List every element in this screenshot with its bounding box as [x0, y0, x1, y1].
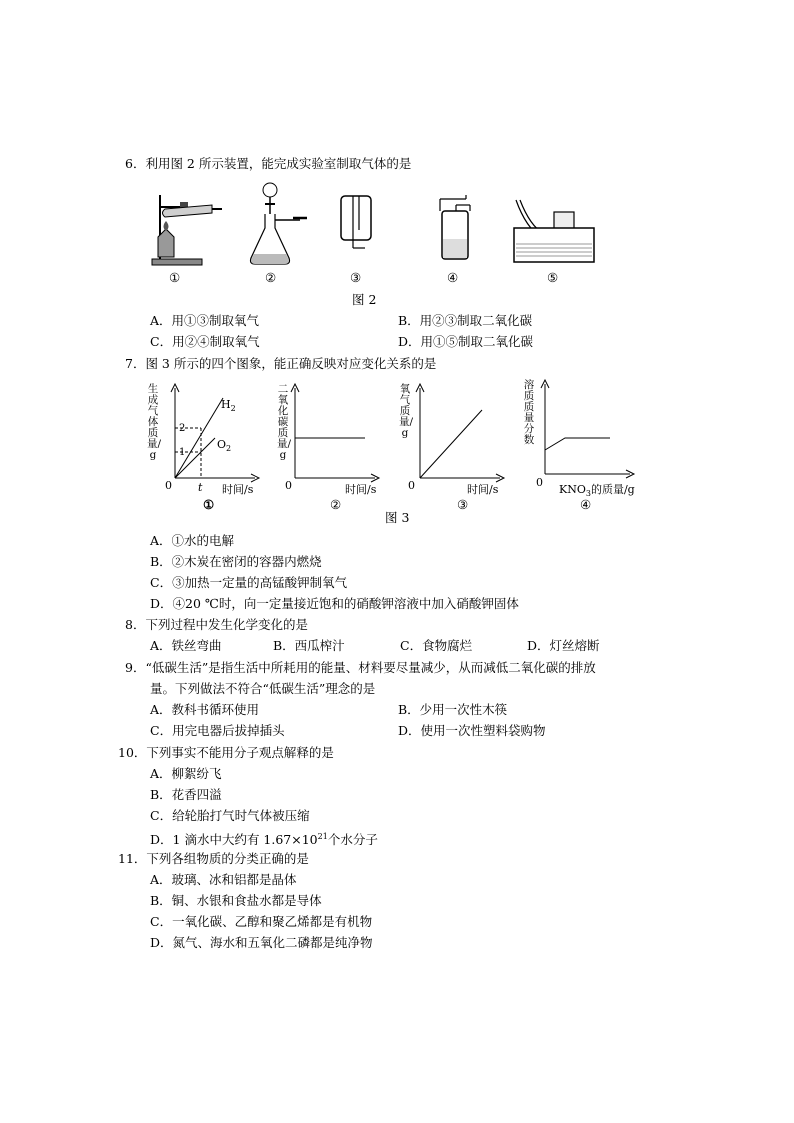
- q10-option-a[interactable]: A．柳絮纷飞: [150, 766, 222, 781]
- q6-option-b[interactable]: B．用②③制取二氧化碳: [398, 313, 533, 328]
- apparatus-3-label: ③: [350, 270, 362, 285]
- q8-option-a[interactable]: A．铁丝弯曲: [150, 638, 222, 653]
- apparatus-3-gas-bottle-icon: [335, 190, 380, 260]
- q7-option-d[interactable]: D．④20 ℃时，向一定量接近饱和的硝酸钾溶液中加入硝酸钾固体: [150, 596, 519, 611]
- g2-xlabel: 时间/s: [345, 483, 377, 496]
- q6-option-a[interactable]: A．用①③制取氧气: [150, 313, 260, 328]
- g1-tick-1: 1: [179, 447, 186, 458]
- g3-xlabel: 时间/s: [467, 483, 499, 496]
- g4-number: ④: [580, 497, 592, 512]
- g1-h2-label: $H_2$: [221, 398, 236, 414]
- apparatus-1-label: ①: [169, 270, 181, 285]
- q10-option-d[interactable]: D．1 滴水中大约有 $1.67\times 10^{21}$个水分子: [150, 832, 378, 848]
- apparatus-2-label: ②: [265, 270, 277, 285]
- g3-number: ③: [457, 497, 469, 512]
- g3-ylabel: 氧气质量/g: [399, 383, 414, 439]
- graph-2-co2-plot: [285, 382, 385, 482]
- g4-origin: 0: [536, 476, 543, 489]
- graph-4-solution-plot: [535, 378, 640, 478]
- g4-ylabel: 溶质质量分数: [523, 379, 535, 446]
- q9-option-c[interactable]: C．用完电器后拔掉插头: [150, 723, 285, 738]
- q11-option-b[interactable]: B．铜、水银和食盐水都是导体: [150, 893, 322, 908]
- g1-number: ①: [203, 497, 215, 512]
- apparatus-5-label: ⑤: [547, 270, 559, 285]
- q9-stem-line1: 9．“低碳生活”是指生活中所耗用的能量、材料要尽量减少，从而减低二氧化碳的排放: [125, 660, 596, 675]
- q11-option-a[interactable]: A．玻璃、冰和铝都是晶体: [150, 872, 297, 887]
- q10-stem: 10．下列事实不能用分子观点解释的是: [118, 745, 334, 760]
- apparatus-5-water-trough-icon: [512, 198, 600, 266]
- graph-3-oxygen-plot: [410, 382, 510, 482]
- q11-stem: 11．下列各组物质的分类正确的是: [118, 851, 309, 866]
- q6-option-d[interactable]: D．用①⑤制取二氧化碳: [398, 334, 534, 349]
- q8-option-d[interactable]: D．灯丝熔断: [527, 638, 600, 653]
- fig3-caption: 图 3: [385, 510, 410, 525]
- q8-stem: 8．下列过程中发生化学变化的是: [125, 617, 308, 632]
- g3-origin: 0: [408, 479, 415, 492]
- g4-xlabel: $KNO_3$的质量/g: [559, 483, 635, 499]
- q8-option-b[interactable]: B．西瓜榨汁: [273, 638, 345, 653]
- g1-o2-label: $O_2$: [217, 438, 232, 454]
- q9-stem-line2: 量。下列做法不符合“低碳生活”理念的是: [150, 681, 376, 696]
- q7-stem: 7．图 3 所示的四个图象，能正确反映对应变化关系的是: [125, 356, 437, 371]
- q10-option-b[interactable]: B．花香四溢: [150, 787, 222, 802]
- q9-option-b[interactable]: B．少用一次性木筷: [398, 702, 508, 717]
- q10-option-c[interactable]: C．给轮胎打气时气体被压缩: [150, 808, 310, 823]
- apparatus-4-wash-bottle-icon: [430, 195, 480, 265]
- q7-option-a[interactable]: A．①水的电解: [150, 533, 235, 548]
- q6-stem: 6．利用图 2 所示装置，能完成实验室制取气体的是: [125, 156, 412, 171]
- apparatus-2-conical-flask-icon: [245, 180, 315, 270]
- q11-option-c[interactable]: C．一氧化碳、乙醇和聚乙烯都是有机物: [150, 914, 373, 929]
- apparatus-4-label: ④: [447, 270, 459, 285]
- q7-option-c[interactable]: C．③加热一定量的高锰酸钾制氧气: [150, 575, 348, 590]
- g1-tick-t: t: [198, 481, 203, 494]
- q9-option-d[interactable]: D．使用一次性塑料袋购物: [398, 723, 546, 738]
- q9-option-a[interactable]: A．教科书循环使用: [150, 702, 260, 717]
- q11-option-d[interactable]: D．氮气、海水和五氧化二磷都是纯净物: [150, 935, 373, 950]
- g1-tick-2: 2: [179, 423, 186, 434]
- g1-ylabel: 生成气体质量/g: [147, 383, 162, 461]
- q6-option-c[interactable]: C．用②④制取氧气: [150, 334, 260, 349]
- g2-origin: 0: [285, 479, 292, 492]
- g2-number: ②: [330, 497, 342, 512]
- q7-option-b[interactable]: B．②木炭在密闭的容器内燃烧: [150, 554, 322, 569]
- q8-option-c[interactable]: C．食物腐烂: [400, 638, 473, 653]
- g2-ylabel: 二氧化碳质量/g: [277, 383, 292, 461]
- fig2-caption: 图 2: [352, 292, 377, 307]
- apparatus-1-heating-tube-icon: [150, 185, 225, 267]
- g1-origin: 0: [165, 479, 172, 492]
- g1-xlabel: 时间/s: [222, 483, 254, 496]
